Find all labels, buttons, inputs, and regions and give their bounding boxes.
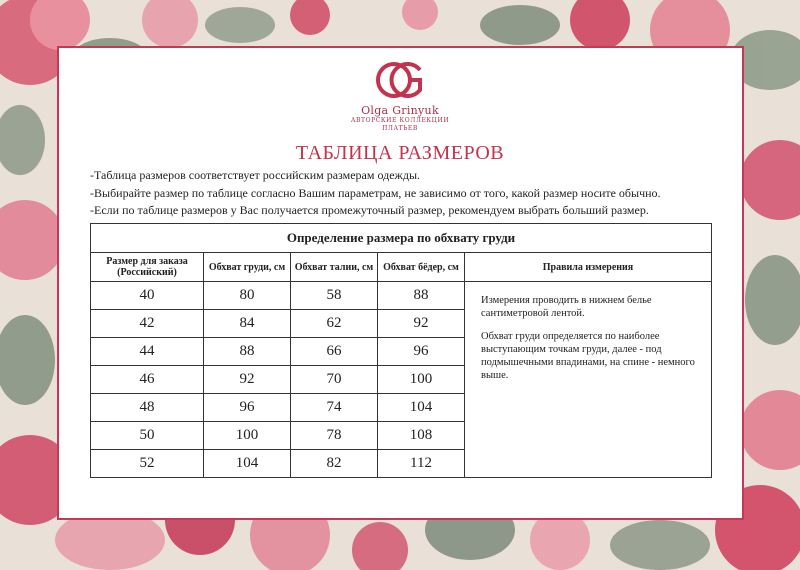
cell-hips: 96 bbox=[378, 338, 465, 366]
cell-waist: 78 bbox=[291, 422, 378, 450]
rule-text: Измерения проводить в нижнем белье сантиметровой лентой. bbox=[481, 295, 652, 319]
cell-bust: 100 bbox=[204, 422, 291, 450]
cell-size: 48 bbox=[91, 394, 204, 422]
note-line: -Таблица размеров соответствует российским размерам одежды. bbox=[90, 168, 421, 182]
brand-logo bbox=[350, 58, 450, 133]
cell-hips: 108 bbox=[378, 422, 465, 450]
cell-bust: 88 bbox=[204, 338, 291, 366]
cell-bust: 92 bbox=[204, 366, 291, 394]
cell-size: 46 bbox=[91, 366, 204, 394]
cell-waist: 58 bbox=[291, 282, 378, 310]
og-monogram-icon bbox=[374, 58, 426, 102]
cell-bust: 84 bbox=[204, 310, 291, 338]
header-bust: Обхват груди, см bbox=[204, 253, 291, 282]
header-size: Размер для заказа (Российский) bbox=[91, 253, 204, 282]
cell-size: 50 bbox=[91, 422, 204, 450]
header-rules: Правила измерения bbox=[465, 253, 712, 282]
note-line: -Если по таблице размеров у Вас получается промежуточный размер, рекомендуем выбрать больший размер. bbox=[90, 203, 649, 217]
cell-hips: 112 bbox=[378, 450, 465, 478]
cell-hips: 92 bbox=[378, 310, 465, 338]
page-title: ТАБЛИЦА РАЗМЕРОВ bbox=[295, 142, 505, 164]
header-waist: Обхват талии, см bbox=[291, 253, 378, 282]
cell-bust: 80 bbox=[204, 282, 291, 310]
cell-waist: 82 bbox=[291, 450, 378, 478]
cell-size: 44 bbox=[91, 338, 204, 366]
cell-size: 42 bbox=[91, 310, 204, 338]
cell-hips: 100 bbox=[378, 366, 465, 394]
header-hips: Обхват бёдер, см bbox=[378, 253, 465, 282]
brand-name: Olga Grinyuk bbox=[361, 104, 439, 117]
size-table bbox=[90, 223, 712, 478]
table-caption: Определение размера по обхвату груди bbox=[91, 224, 712, 253]
table-row bbox=[91, 282, 712, 310]
notes bbox=[90, 167, 730, 220]
cell-waist: 66 bbox=[291, 338, 378, 366]
cell-hips: 88 bbox=[378, 282, 465, 310]
rule-text: Обхват груди определяется по наиболее выступающим точкам груди, далее - под подмышечными впадинами, на спине - немного выше. bbox=[481, 331, 695, 381]
cell-size: 40 bbox=[91, 282, 204, 310]
cell-hips: 104 bbox=[378, 394, 465, 422]
cell-bust: 96 bbox=[204, 394, 291, 422]
cell-waist: 74 bbox=[291, 394, 378, 422]
measurement-rules bbox=[465, 282, 712, 478]
cell-size: 52 bbox=[91, 450, 204, 478]
cell-bust: 104 bbox=[204, 450, 291, 478]
cell-waist: 62 bbox=[291, 310, 378, 338]
cell-waist: 70 bbox=[291, 366, 378, 394]
brand-tagline-2: ПЛАТЬЕВ bbox=[382, 125, 418, 132]
brand-tagline-1: АВТОРСКИЕ КОЛЛЕКЦИИ bbox=[350, 117, 450, 124]
note-line: -Выбирайте размер по таблице согласно Вашим параметрам, не зависимо от того, какой размер носите обычно. bbox=[90, 185, 661, 200]
